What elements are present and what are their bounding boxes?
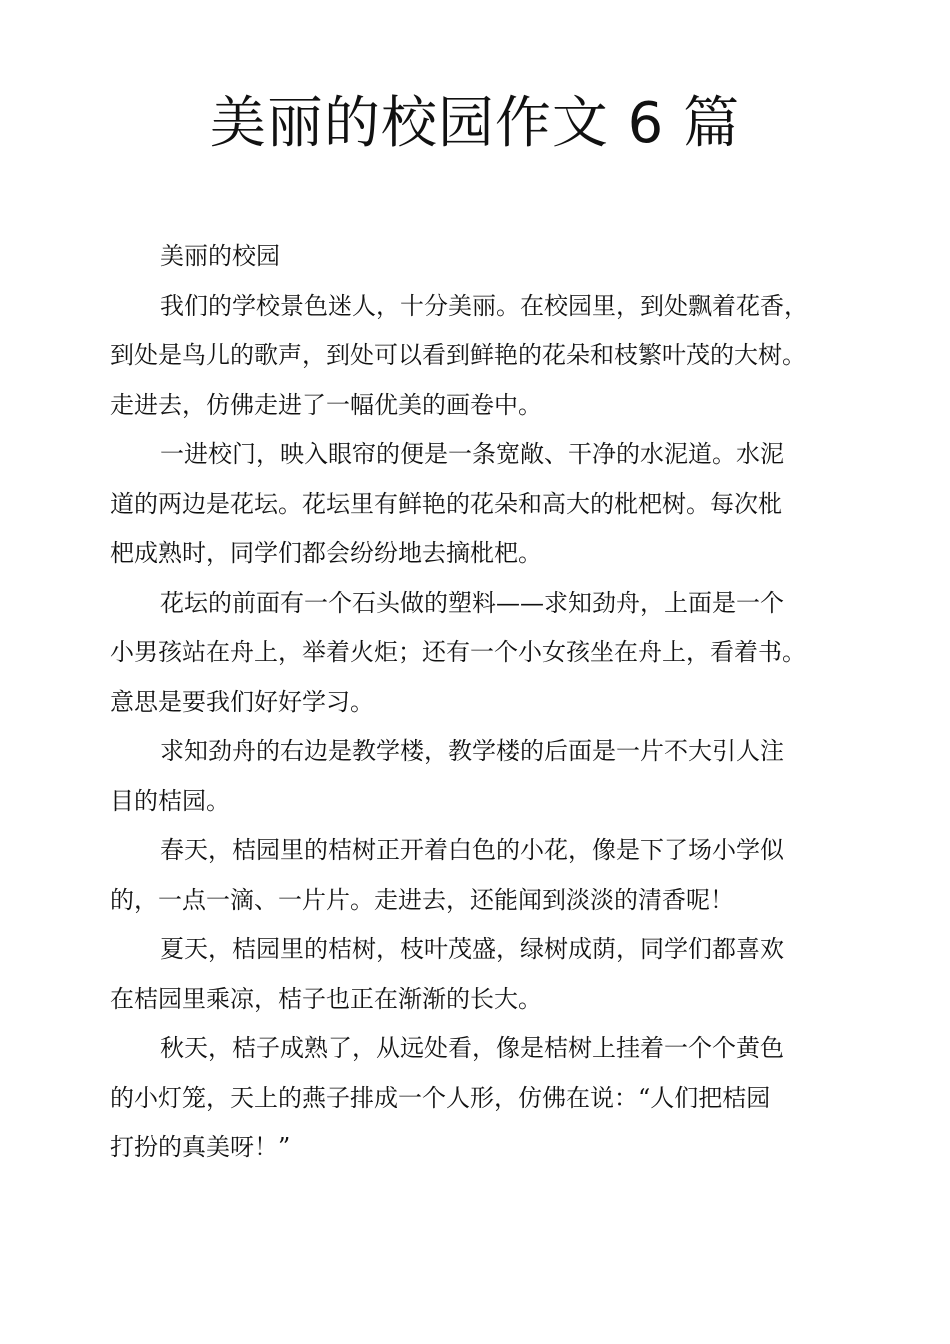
text-line: 的，一点一滴、一片片。走进去，还能闻到淡淡的清香呢！ bbox=[110, 885, 734, 914]
text-line: 秋天，桔子成熟了，从远处看，像是桔树上挂着一个个黄色 bbox=[160, 1034, 784, 1062]
page-title: 美丽的校园作文 6 篇 bbox=[209, 91, 741, 156]
text-line: 到处是鸟儿的歌声，到处可以看到鲜艳的花朵和枝繁叶茂的大树。 bbox=[110, 341, 806, 369]
text-line: 道的两边是花坛。花坛里有鲜艳的花朵和高大的枇杷树。每次枇 bbox=[110, 489, 782, 518]
paragraph-2 bbox=[110, 430, 870, 579]
text-line: 我们的学校景色迷人，十分美丽。在校园里，到处飘着花香， bbox=[160, 291, 808, 320]
paragraph-5 bbox=[110, 826, 870, 925]
paragraph-1 bbox=[110, 282, 870, 431]
paragraph-6 bbox=[110, 925, 870, 1024]
text-line: 目的桔园。 bbox=[110, 786, 230, 815]
text-line: 走进去，仿佛走进了一幅优美的画卷中。 bbox=[110, 390, 542, 419]
text-line: 打扮的真美呀！” bbox=[110, 1133, 291, 1161]
paragraph-4 bbox=[110, 727, 870, 826]
document-body bbox=[110, 232, 870, 1173]
text-line: 春天，桔园里的桔树正开着白色的小花，像是下了场小学似 bbox=[160, 836, 784, 864]
text-line: 的小灯笼，天上的燕子排成一个人形，仿佛在说：“人们把桔园 bbox=[110, 1083, 771, 1112]
paragraph-7 bbox=[110, 1024, 870, 1173]
section-heading: 美丽的校园 bbox=[160, 242, 280, 270]
paragraph-3 bbox=[110, 579, 870, 728]
text-line: 一进校门，映入眼帘的便是一条宽敞、干净的水泥道。水泥 bbox=[160, 440, 784, 468]
text-line: 求知劲舟的右边是教学楼，教学楼的后面是一片不大引人注 bbox=[160, 737, 784, 765]
text-line: 花坛的前面有一个石头做的塑料——求知劲舟，上面是一个 bbox=[160, 588, 784, 617]
text-line: 小男孩站在舟上，举着火炬；还有一个小女孩坐在舟上，看着书。 bbox=[110, 638, 806, 666]
text-line: 杷成熟时，同学们都会纷纷地去摘枇杷。 bbox=[110, 539, 542, 567]
text-line: 夏天，桔园里的桔树，枝叶茂盛，绿树成荫，同学们都喜欢 bbox=[160, 935, 784, 963]
text-line: 意思是要我们好好学习。 bbox=[110, 687, 374, 716]
text-line: 在桔园里乘凉，桔子也正在渐渐的长大。 bbox=[110, 984, 542, 1013]
